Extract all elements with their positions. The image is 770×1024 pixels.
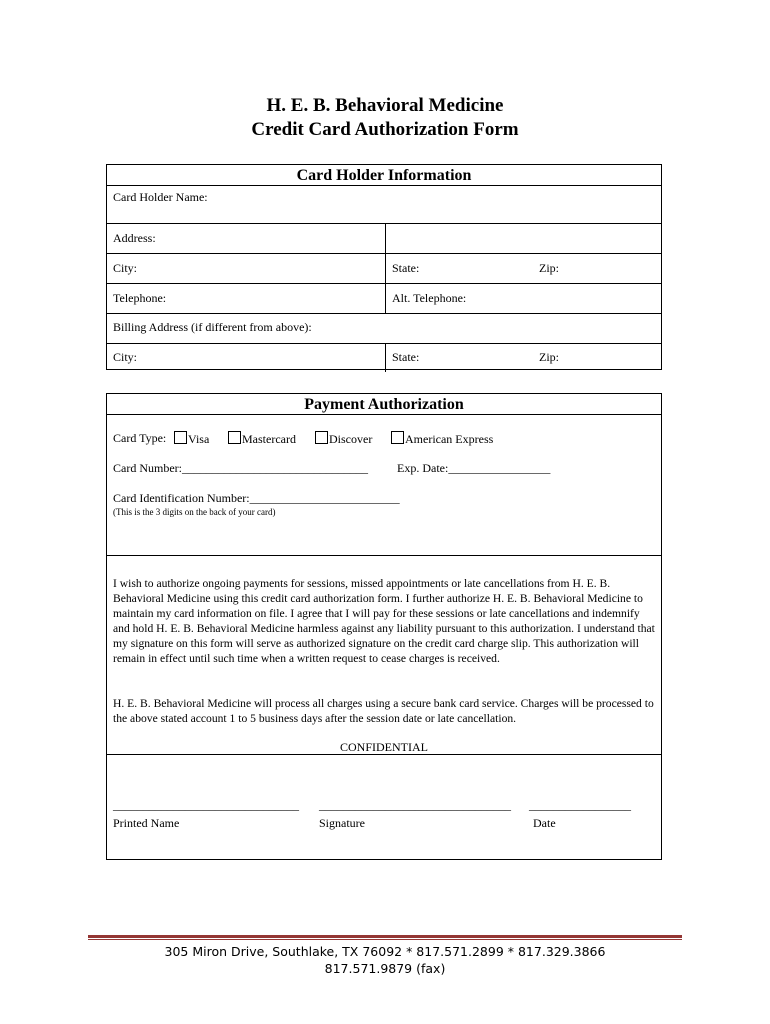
billing-city-label: City: [113,350,138,364]
card-holder-section [106,164,662,370]
card-type-mastercard[interactable] [228,431,296,447]
printed-name-line[interactable]: _______________________________ [113,798,299,812]
zip-label: Zip: [539,261,559,275]
processing-paragraph: H. E. B. Behavioral Medicine will process all charges using a secure bank card service. Charges will be processed to the above stated account 1 to 5 business days after the session date or late cancellation. [113,697,654,725]
card-id-number-field[interactable]: Card Identification Number:_________________________ [113,491,400,505]
card-holder-heading: Card Holder Information [107,165,661,186]
form-title-line2: Credit Card Authorization Form [251,119,519,140]
billing-city-divider [385,344,386,372]
mastercard-label: Mastercard [242,432,296,446]
signature-label: Signature [319,816,365,830]
telephone-row[interactable] [107,284,661,314]
card-holder-name-label: Card Holder Name: [113,190,208,204]
exp-date-field[interactable]: Exp. Date:_________________ [397,461,551,475]
footer-fax: 817.571.9879 (fax) [324,961,446,976]
mastercard-checkbox[interactable] [228,431,241,444]
amex-label: American Express [405,432,494,446]
city-label: City: [113,261,138,275]
discover-label: Discover [329,432,373,446]
date-line[interactable]: _________________ [529,798,631,812]
payment-authorization-heading: Payment Authorization [107,394,661,415]
telephone-divider [385,284,386,313]
confidential-label: CONFIDENTIAL [340,740,428,754]
card-type-amex[interactable] [391,431,493,447]
form-title-line1: H. E. B. Behavioral Medicine [266,95,504,116]
billing-zip-label: Zip: [539,350,559,364]
card-number-field[interactable]: Card Number:_______________________________ [113,461,368,475]
billing-state-label: State: [392,350,420,364]
footer-rule [88,935,682,938]
signature-line[interactable]: ________________________________ [319,798,511,812]
alt-telephone-label: Alt. Telephone: [392,291,467,305]
billing-city-state-zip-row[interactable] [107,344,661,372]
authorization-paragraph: I wish to authorize ongoing payments for sessions, missed appointments or late cancellations from H. E. B. Behavioral Medicine using this credit card authorization form. I further authorize H. E. B. Behavioral Medicine to maintain my card information on file. I agree that I will pay for these sessions or late cancellations and indemnify and hold H. E. B. Behavioral Medicine harmless against any liability pursuant to this authorization. I understand that my signature on this form will serve as authorized signature on the credit card charge slip. This authorization will remain in effect until such time when a written request to cease charges is received. [113,577,655,665]
payment-divider-1 [107,555,661,556]
address-divider [385,224,386,253]
card-type-visa[interactable] [174,431,209,447]
visa-label: Visa [188,432,210,446]
discover-checkbox[interactable] [315,431,328,444]
card-holder-name-row[interactable] [107,186,661,224]
payment-authorization-section [106,393,662,860]
billing-address-row[interactable] [107,314,661,344]
amex-checkbox[interactable] [391,431,404,444]
visa-checkbox[interactable] [174,431,187,444]
telephone-label: Telephone: [113,291,167,305]
address-label: Address: [113,231,156,245]
city-state-zip-row[interactable] [107,254,661,284]
footer-rule-thin [88,939,682,940]
footer-address: 305 Miron Drive, Southlake, TX 76092 * 817.571.2899 * 817.329.3866 [164,944,606,959]
billing-address-label: Billing Address (if different from above): [113,320,312,334]
payment-divider-2 [107,754,661,755]
address-row[interactable] [107,224,661,254]
state-label: State: [392,261,420,275]
city-divider [385,254,386,283]
card-id-note: (This is the 3 digits on the back of your card) [113,507,276,517]
printed-name-label: Printed Name [113,816,180,830]
card-type-label: Card Type: [113,431,167,445]
date-label: Date [533,816,556,830]
card-type-discover[interactable] [315,431,372,447]
